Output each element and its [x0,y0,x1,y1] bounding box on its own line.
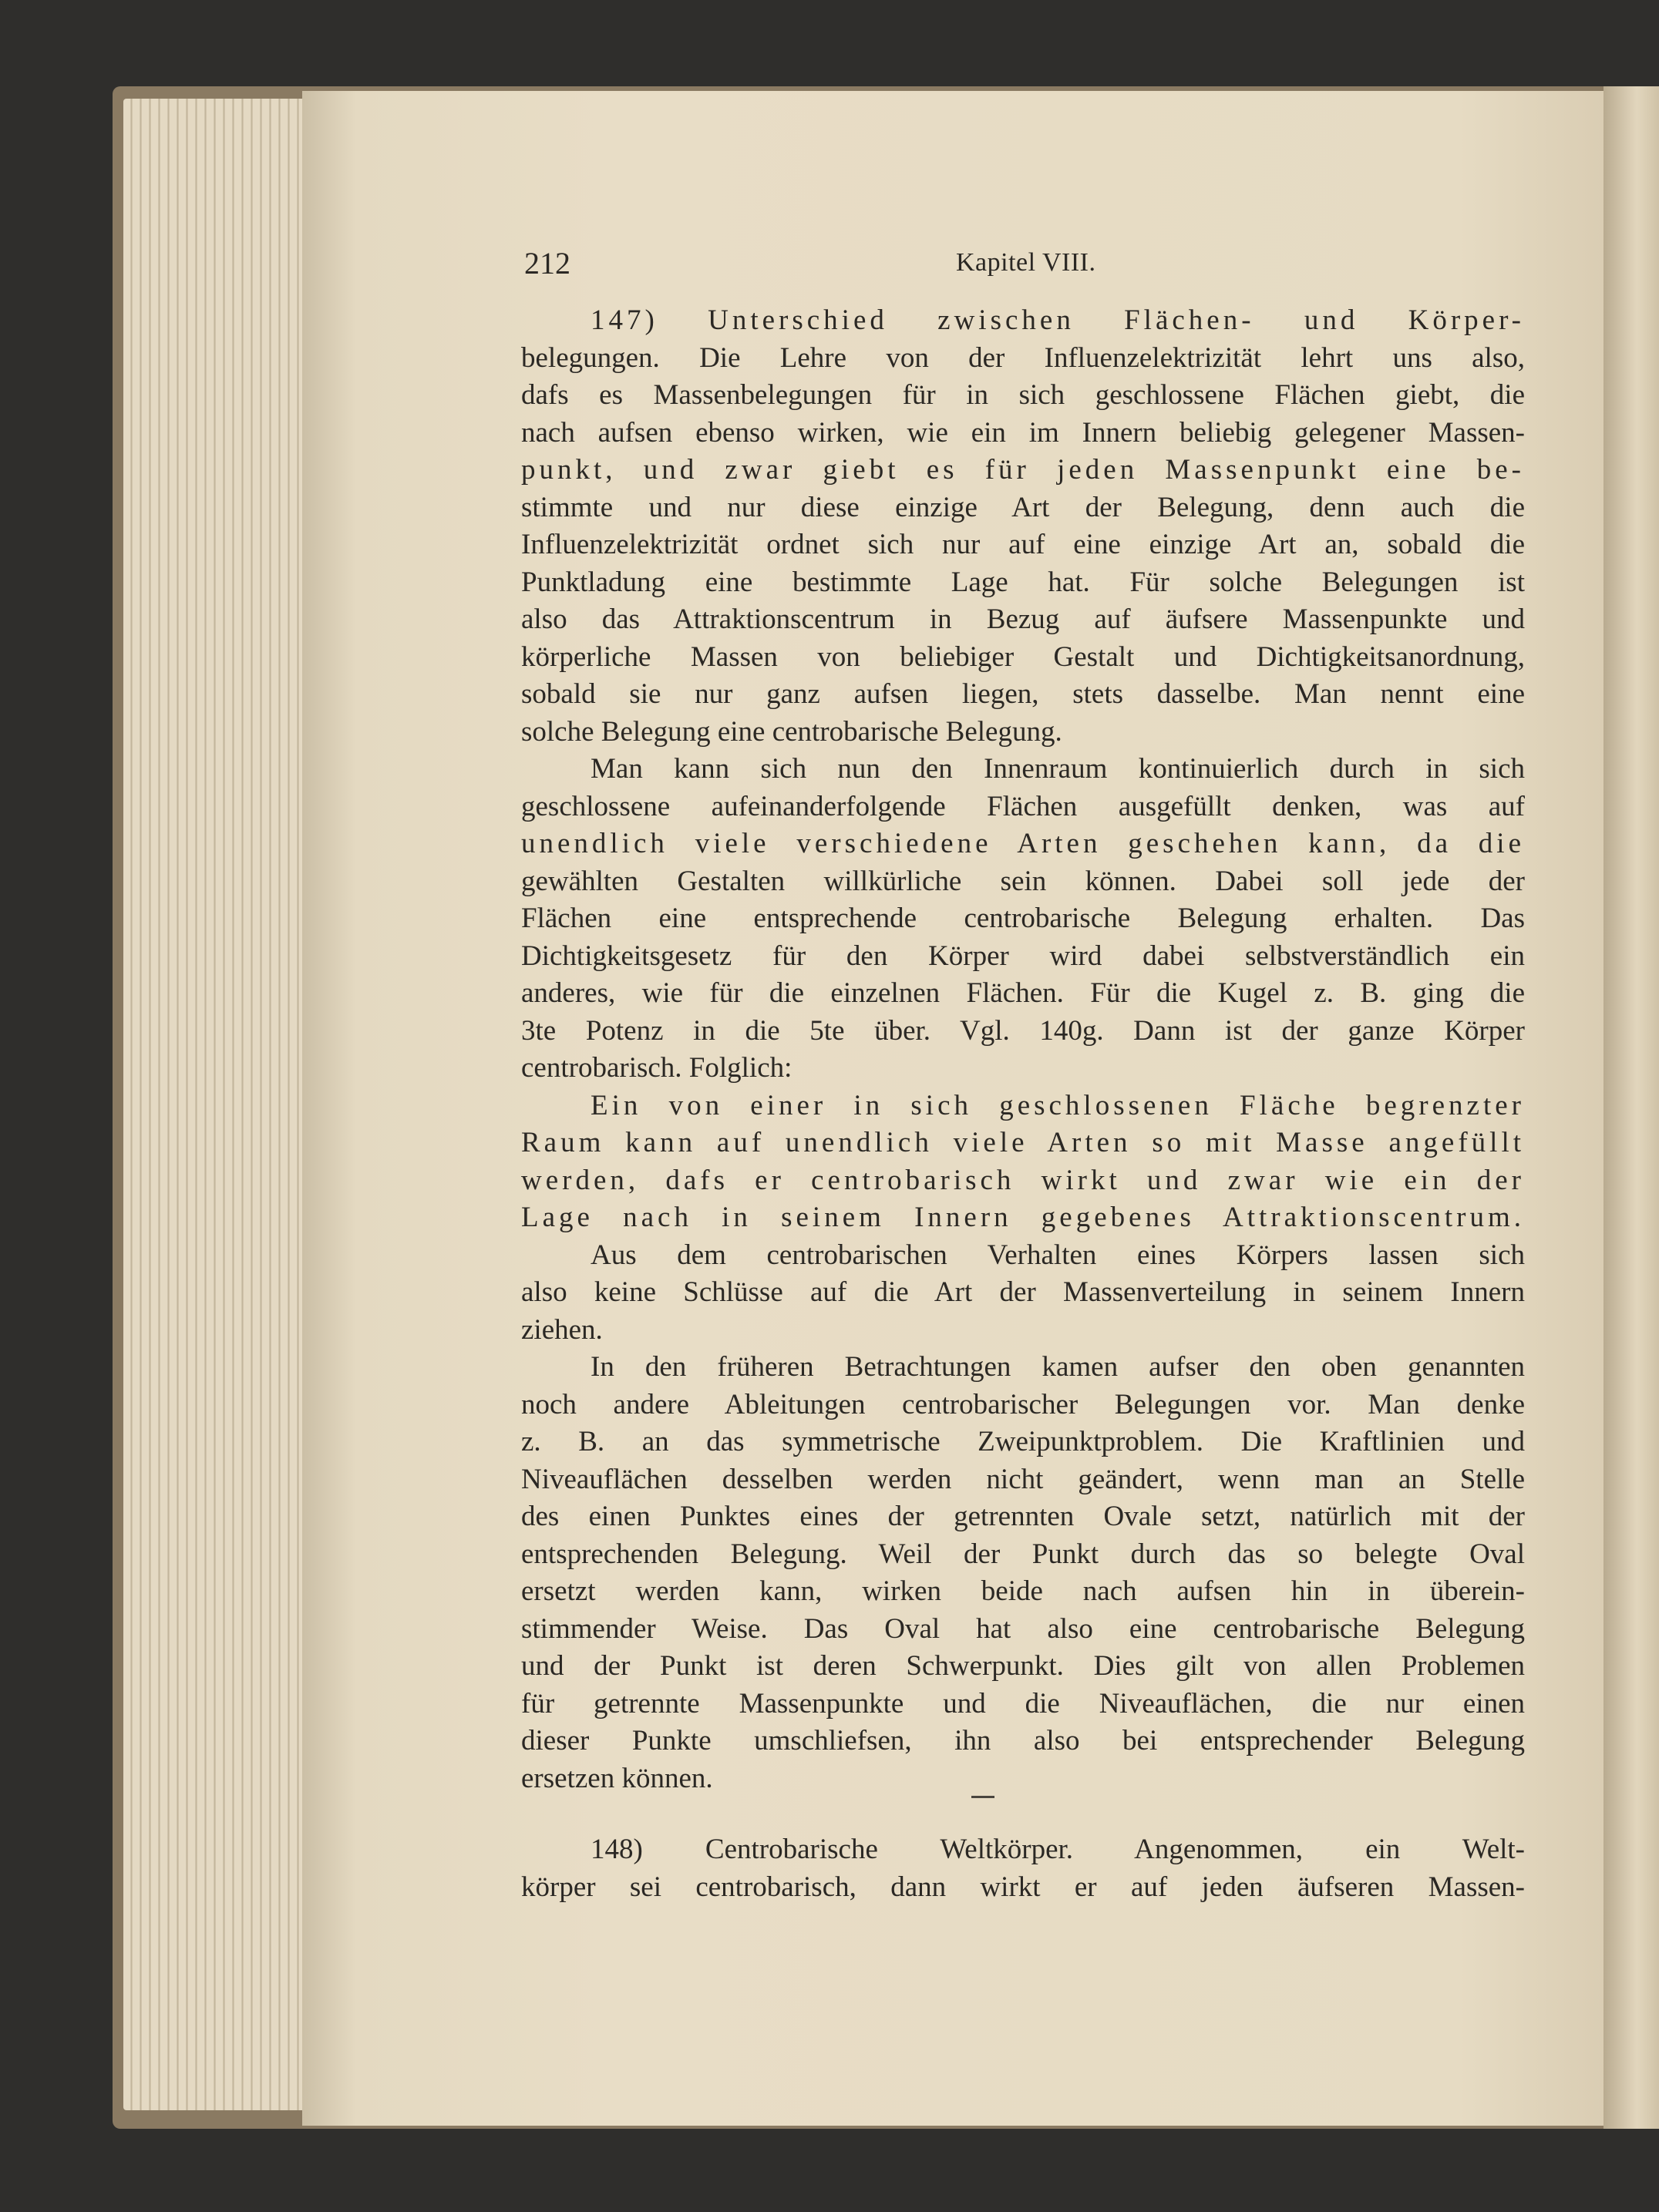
text-line: Man kann sich nun den Innenraum kontinuierlich durch in sich [591,753,1525,785]
text-line: 147) Unterschied zwischen Flächen- und Körper- [591,304,1525,336]
text-line: entsprechenden Belegung. Weil der Punkt durch das so belegte Oval [521,1538,1525,1570]
paragraph-148 [521,1831,1525,1906]
text-line: noch andere Ableitungen centrobarischer Belegungen vor. Man denke [521,1388,1525,1420]
text-line: Ein von einer in sich geschlossenen Fläche begrenzter [591,1089,1525,1121]
next-page-gutter [1603,86,1659,2129]
text-line: gewählten Gestalten willkürliche sein können. Dabei soll jede der [521,865,1525,897]
text-line: körper sei centrobarisch, dann wirkt er auf jeden äufseren Massen- [521,1871,1525,1903]
text-line: solche Belegung eine centrobarische Belegung. [521,715,1062,748]
text-line: ersetzen können. [521,1762,713,1794]
page-number: 212 [524,246,570,281]
text-line: stimmender Weise. Das Oval hat also eine centrobarische Belegung [521,1612,1525,1645]
text-line: Aus dem centrobarischen Verhalten eines Körpers lassen sich [591,1239,1525,1271]
text-line: geschlossene aufeinanderfolgende Flächen ausgefüllt denken, was auf [521,790,1525,822]
text-line: ersetzt werden kann, wirken beide nach aufsen hin in überein- [521,1575,1525,1607]
text-line: also keine Schlüsse auf die Art der Massenverteilung in seinem Innern [521,1276,1525,1308]
text-line: Flächen eine entsprechende centrobarische Belegung erhalten. Das [521,903,1525,934]
text-line: werden, dafs er centrobarisch wirkt und zwar wie ein der [521,1164,1525,1196]
paragraph-147 [521,302,1525,751]
paragraph [521,751,1525,1088]
section-gap [521,1797,1525,1831]
text-line: Punktladung eine bestimmte Lage hat. Für solche Belegungen ist [521,566,1525,598]
text-line: und der Punkt ist deren Schwerpunkt. Dies gilt von allen Problemen [521,1650,1525,1682]
text-line: stimmte und nur diese einzige Art der Belegung, denn auch die [521,491,1525,523]
text-line: für getrennte Massenpunkte und die Niveauflächen, die nur einen [521,1687,1525,1720]
text-line: 3te Potenz in die 5te über. Vgl. 140g. Dann ist der ganze Körper [521,1014,1525,1047]
text-line: Dichtigkeitsgesetz für den Körper wird dabei selbstverständlich ein [521,940,1525,972]
page-edges [123,99,308,2110]
text-line: belegungen. Die Lehre von der Influenzelektrizität lehrt uns also, [521,341,1525,374]
text-line: nach aufsen ebenso wirken, wie ein im Innern beliebig gelegener Massen- [521,416,1525,449]
paragraph [521,1349,1525,1797]
text-line: dafs es Massenbelegungen für in sich geschlossene Flächen giebt, die [521,379,1525,411]
text-line: Lage nach in seinem Innern gegebenes Attraktionscentrum. [521,1202,1525,1233]
paragraph [521,1237,1525,1350]
text-line: 148) Centrobarische Weltkörper. Angenommen, ein Welt- [591,1834,1525,1865]
text-line: Raum kann auf unendlich viele Arten so mit Masse angefüllt [521,1127,1525,1158]
text-line: des einen Punktes eines der getrennten Ovale setzt, natürlich mit der [521,1501,1525,1532]
text-line: z. B. an das symmetrische Zweipunktproblem. Die Kraftlinien und [521,1426,1525,1457]
text-line: In den früheren Betrachtungen kamen aufser den oben genannten [591,1351,1525,1383]
text-line: körperliche Massen von beliebiger Gestalt und Dichtigkeitsanordnung, [521,640,1525,673]
text-line: anderes, wie für die einzelnen Flächen. Für die Kugel z. B. ging die [521,977,1525,1009]
running-title: Kapitel VIII. [956,248,1096,277]
text-line: Niveauflächen desselben werden nicht geändert, wenn man an Stelle [521,1463,1525,1495]
body-text [521,302,1525,1906]
section-divider [971,1796,994,1798]
text-line: dieser Punkte umschliefsen, ihn also bei entsprechender Belegung [521,1725,1525,1756]
text-line: unendlich viele verschiedene Arten geschehen kann, da die [521,828,1525,859]
text-line: Influenzelektrizität ordnet sich nur auf eine einzige Art an, sobald die [521,529,1525,560]
text-line: centrobarisch. Folglich: [521,1052,792,1084]
text-line: ziehen. [521,1313,603,1346]
text-line: punkt, und zwar giebt es für jeden Massenpunkt eine be- [521,454,1525,486]
text-line: also das Attraktionscentrum in Bezug auf äufsere Massenpunkte und [521,603,1525,635]
theorem [521,1088,1525,1237]
text-line: sobald sie nur ganz aufsen liegen, stets dasselbe. Man nennt eine [521,678,1525,710]
